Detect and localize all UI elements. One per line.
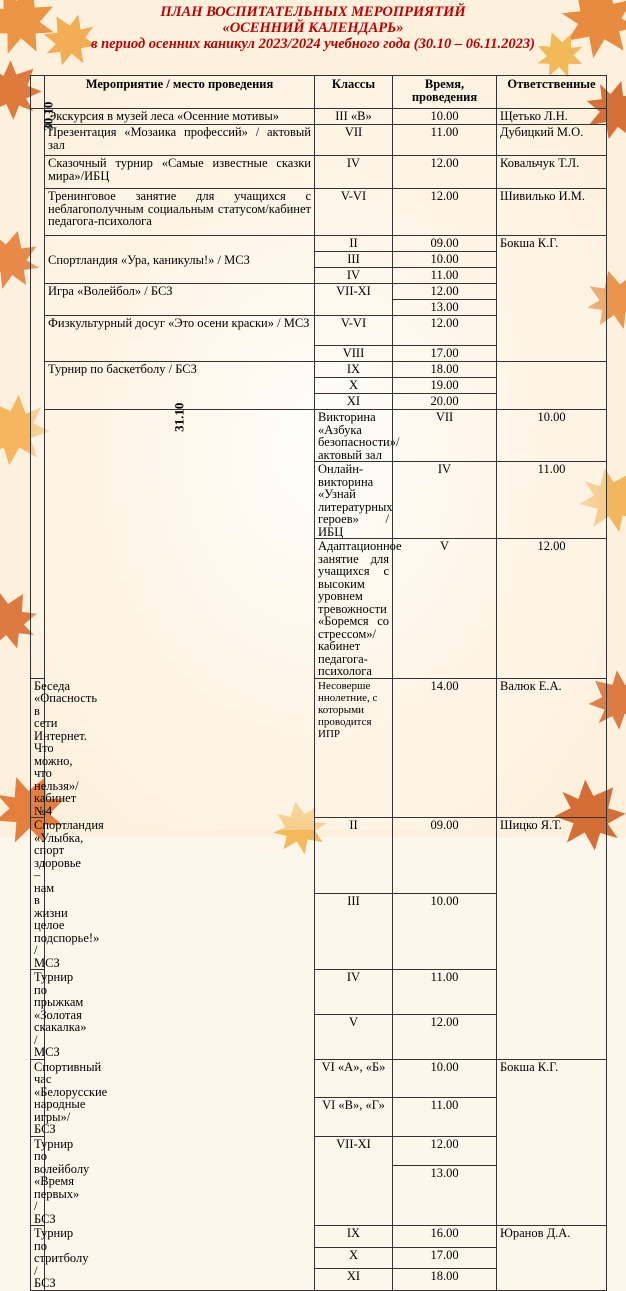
- time-cell: 09.00: [393, 236, 497, 252]
- responsible-cell: Ковальчук Т.Л.: [497, 156, 607, 189]
- responsible-cell: Бокша К.Г.: [497, 1059, 607, 1226]
- date-label: 30.10: [40, 101, 56, 131]
- table-row: [31, 125, 607, 156]
- class-cell: III: [315, 894, 393, 970]
- time-cell: 19.00: [393, 378, 497, 394]
- classes-column-header: Классы: [315, 76, 393, 109]
- responsible-column-header: Ответственные: [497, 76, 607, 109]
- responsible-cell: Шицко Я.Т.: [497, 818, 607, 1060]
- class-cell: V-VI: [315, 189, 393, 236]
- class-cell: IV: [393, 462, 497, 539]
- class-cell: V: [315, 1014, 393, 1059]
- event-cell: Тренинговое занятие для учащихся с неблагополучным социальным статусом/кабинет педагога-психолога: [45, 189, 315, 236]
- event-cell: Игра «Волейбол» / БСЗ: [45, 284, 315, 316]
- time-cell: 10.00: [497, 410, 607, 462]
- time-cell: 18.00: [393, 1269, 497, 1291]
- event-cell: Спортивный час «Белорусские народные игры»/ БСЗ: [31, 1059, 45, 1136]
- class-cell: X: [315, 378, 393, 394]
- event-cell: Физкультурный досуг «Это осени краски» / МСЗ: [45, 316, 315, 362]
- table-row: [31, 236, 607, 252]
- time-cell: 10.00: [393, 109, 497, 125]
- event-cell: Онлайн-викторина «Узнай литературных героев» /ИБЦ: [315, 462, 393, 539]
- time-cell: 10.00: [393, 894, 497, 970]
- time-cell: 12.00: [497, 539, 607, 679]
- document-header: [0, 4, 626, 52]
- time-cell: 11.00: [393, 268, 497, 284]
- event-cell: Беседа «Опасность в сети Интернет. Что можно, что нельзя»/ кабинет №4: [31, 678, 45, 818]
- time-cell: 18.00: [393, 362, 497, 378]
- class-cell: III «В»: [315, 109, 393, 125]
- event-cell: Турнир по волейболу «Время первых» / БСЗ: [31, 1136, 45, 1226]
- time-cell: 12.00: [393, 189, 497, 236]
- class-cell: VII-XI: [315, 284, 393, 316]
- responsible-cell: Щетько Л.Н.: [497, 109, 607, 125]
- time-column-header: Время, проведения: [393, 76, 497, 109]
- table-row: [31, 410, 607, 462]
- time-cell: 12.00: [393, 156, 497, 189]
- header-subtitle: «ОСЕННИЙ КАЛЕНДАРЬ»: [222, 20, 404, 36]
- class-cell: V: [393, 539, 497, 679]
- class-cell: VII: [393, 410, 497, 462]
- time-cell: 10.00: [393, 252, 497, 268]
- time-cell: 11.00: [393, 1098, 497, 1137]
- event-cell: Экскурсия в музей леса «Осенние мотивы»: [45, 109, 315, 125]
- table-row: [31, 156, 607, 189]
- time-cell: 12.00: [393, 284, 497, 300]
- time-cell: 14.00: [393, 678, 497, 818]
- time-cell: 11.00: [497, 462, 607, 539]
- date-cell-31-10: [45, 402, 315, 1291]
- class-cell: VI «А», «Б»: [315, 1059, 393, 1098]
- time-cell: 09.00: [393, 818, 497, 894]
- events-table: [30, 75, 607, 1291]
- table-row: [31, 362, 607, 378]
- time-cell: 11.00: [393, 970, 497, 1015]
- time-cell: 12.00: [393, 1136, 497, 1166]
- class-cell: X: [315, 1247, 393, 1269]
- event-cell: Презентация «Мозаика профессий» / актовый зал: [45, 125, 315, 156]
- class-cell: IV: [315, 156, 393, 189]
- event-cell: Турнир по баскетболу / БСЗ: [45, 362, 315, 410]
- responsible-cell: Юранов Д.А.: [497, 1226, 607, 1291]
- class-cell: V-VI: [315, 316, 393, 346]
- class-cell: II: [315, 818, 393, 894]
- responsible-cell: Шивилько И.М.: [497, 189, 607, 236]
- responsible-cell: Дубицкий М.О.: [497, 125, 607, 156]
- class-cell: IX: [315, 362, 393, 378]
- class-cell: Несоверше ннолетние, с которыми проводится ИПР: [315, 678, 393, 818]
- time-cell: 10.00: [393, 1059, 497, 1098]
- time-cell: 16.00: [393, 1226, 497, 1248]
- table-row: [31, 189, 607, 236]
- responsible-cell: Бокша К.Г.: [497, 236, 607, 362]
- class-cell: VI «В», «Г»: [315, 1098, 393, 1137]
- table-row: [31, 109, 607, 125]
- date-cell-30-10: [31, 101, 56, 679]
- header-title: ПЛАН ВОСПИТАТЕЛЬНЫХ МЕРОПРИЯТИЙ: [160, 4, 466, 20]
- time-cell: 13.00: [393, 1166, 497, 1226]
- class-cell: IX: [315, 1226, 393, 1248]
- event-cell: Спортландия «Ура, каникулы!» / МСЗ: [45, 236, 315, 284]
- class-cell: IV: [315, 268, 393, 284]
- class-cell: III: [315, 252, 393, 268]
- event-column-header: Мероприятие / место проведения: [45, 76, 315, 109]
- event-cell: Адаптационное занятие для учащихся с высоким уровнем тревожности «Боремся со стрессом»/ кабинет педагога-психолога: [315, 539, 393, 679]
- date-label: 31.10: [171, 402, 187, 432]
- event-cell: Спортландия «Улыбка, спорт здоровье – нам в жизни целое подспорье!» / МСЗ: [31, 818, 45, 970]
- time-cell: 20.00: [393, 394, 497, 410]
- class-cell: XI: [315, 394, 393, 410]
- time-cell: 12.00: [393, 1014, 497, 1059]
- class-cell: II: [315, 236, 393, 252]
- time-cell: 13.00: [393, 300, 497, 316]
- class-cell: VII-XI: [315, 1136, 393, 1226]
- time-cell: 17.00: [393, 346, 497, 362]
- responsible-cell: Валюк Е.А.: [497, 678, 607, 818]
- event-cell: Турнир по стритболу / БСЗ: [31, 1226, 45, 1291]
- class-cell: IV: [315, 970, 393, 1015]
- class-cell: VII: [315, 125, 393, 156]
- table-header-row: [31, 76, 607, 109]
- event-cell: Сказочный турнир «Самые известные сказки мира»/ИБЦ: [45, 156, 315, 189]
- time-cell: 17.00: [393, 1247, 497, 1269]
- header-period: в период осенних каникул 2023/2024 учебного года (30.10 – 06.11.2023): [91, 36, 535, 52]
- time-cell: 12.00: [393, 316, 497, 346]
- event-cell: Турнир по прыжкам «Золотая скакалка» / МСЗ: [31, 970, 45, 1060]
- event-cell: Викторина «Азбука безопасности»/актовый зал: [315, 410, 393, 462]
- class-cell: VIII: [315, 346, 393, 362]
- class-cell: XI: [315, 1269, 393, 1291]
- time-cell: 11.00: [393, 125, 497, 156]
